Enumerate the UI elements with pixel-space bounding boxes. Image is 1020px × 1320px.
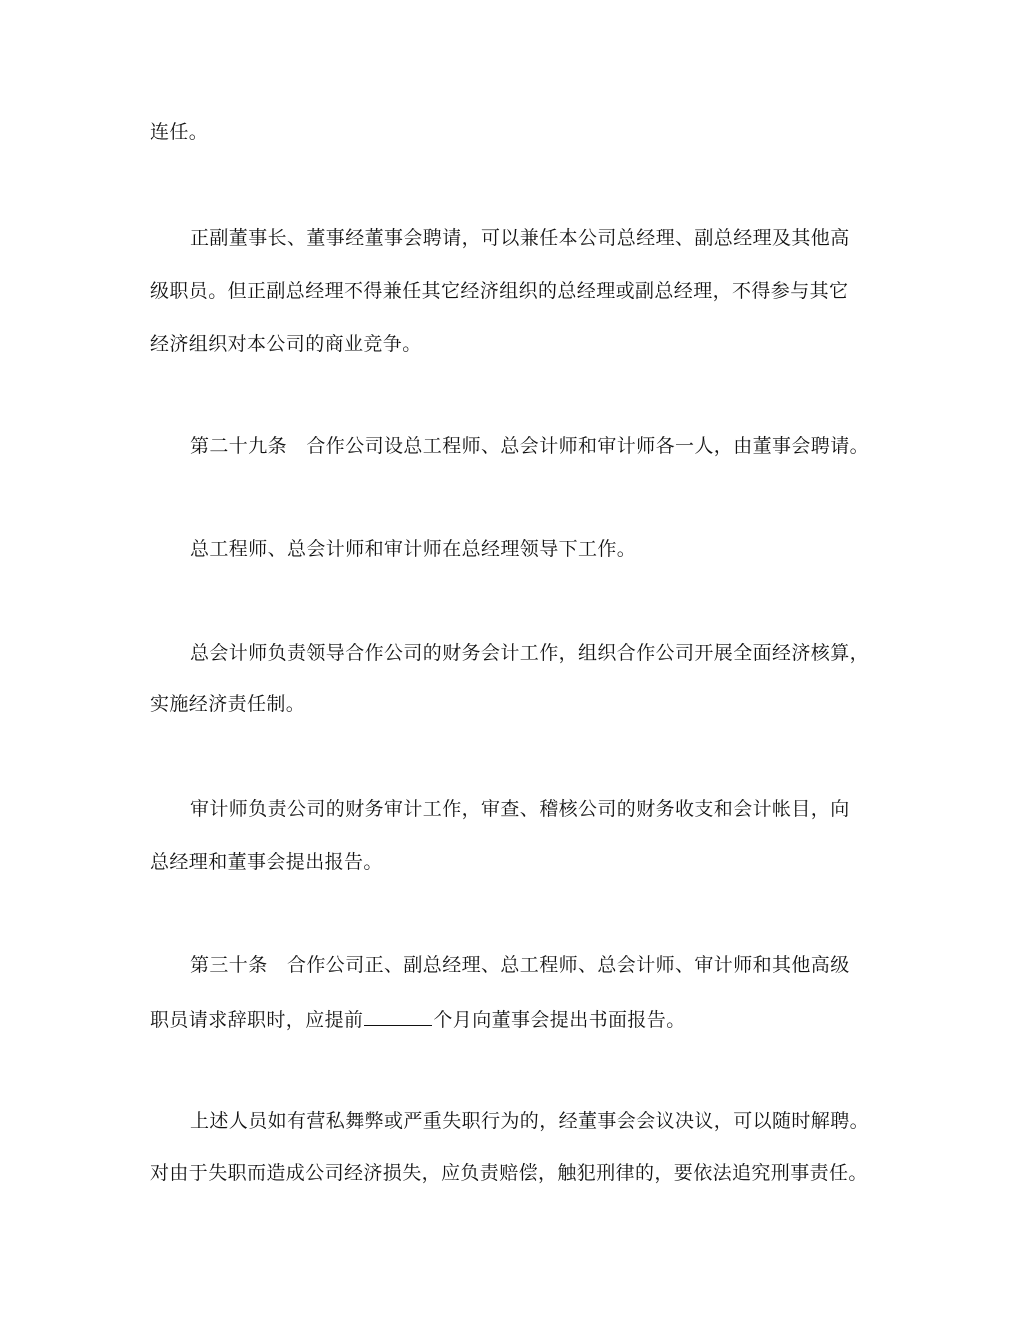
paragraph-line: 总工程师、总会计师和审计师在总经理领导下工作。 bbox=[190, 538, 637, 560]
article-29-heading-line: 第二十九条 合作公司设总工程师、总会计师和审计师各一人，由董事会聘请。 bbox=[190, 435, 870, 457]
text-line: 总经理和董事会提出报告。 bbox=[150, 851, 383, 873]
paragraph-line: 上述人员如有营私舞弊或严重失职行为的，经董事会会议决议，可以随时解聘。 bbox=[190, 1110, 870, 1132]
fill-in-blank bbox=[364, 1003, 432, 1026]
paragraph-line: 正副董事长、董事经董事会聘请，可以兼任本公司总经理、副总经理及其他高 bbox=[190, 227, 850, 249]
text-line: 连任。 bbox=[150, 121, 209, 143]
text-line: 级职员。但正副总经理不得兼任其它经济组织的总经理或副总经理，不得参与其它 bbox=[150, 280, 849, 302]
text-before-blank: 职员请求辞职时，应提前 bbox=[150, 1009, 364, 1031]
text-line: 对由于失职而造成公司经济损失，应负责赔偿，触犯刑律的，要依法追究刑事责任。 bbox=[150, 1162, 868, 1184]
text-line: 实施经济责任制。 bbox=[150, 693, 306, 715]
text-line: 经济组织对本公司的商业竞争。 bbox=[150, 333, 422, 355]
text-after-blank: 个月向董事会提出书面报告。 bbox=[433, 1009, 686, 1031]
paragraph-line: 总会计师负责领导合作公司的财务会计工作，组织合作公司开展全面经济核算， bbox=[190, 642, 870, 664]
text-line-with-blank bbox=[150, 1003, 686, 1034]
paragraph-line: 审计师负责公司的财务审计工作，审查、稽核公司的财务收支和会计帐目，向 bbox=[190, 798, 850, 820]
article-30-heading-line: 第三十条 合作公司正、副总经理、总工程师、总会计师、审计师和其他高级 bbox=[190, 954, 850, 976]
